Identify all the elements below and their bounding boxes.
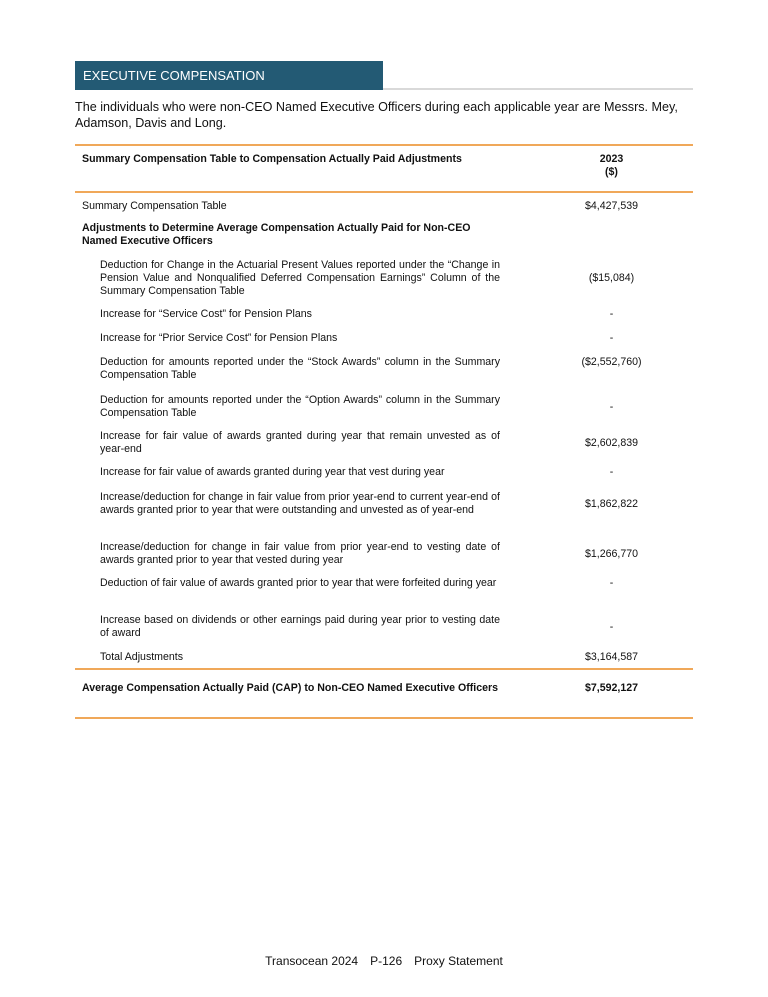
row-label: Average Compensation Actually Paid (CAP) to Non-CEO Named Executive Officers xyxy=(82,682,498,694)
table-row xyxy=(75,308,693,321)
table-row xyxy=(75,332,693,345)
row-value: $2,602,839 xyxy=(584,436,639,449)
row-value: - xyxy=(609,400,614,413)
divider xyxy=(75,668,693,670)
footer-doc-title: Proxy Statement xyxy=(414,954,503,968)
row-value: ($2,552,760) xyxy=(581,356,642,368)
table-row xyxy=(75,430,693,456)
table-row xyxy=(75,491,693,517)
row-value: ($15,084) xyxy=(588,272,635,284)
footer-company: Transocean 2024 xyxy=(265,954,359,968)
row-value: - xyxy=(609,308,614,320)
row-label: Increase based on dividends or other earnings paid during year prior to vesting date of award xyxy=(100,614,500,639)
row-label: Summary Compensation Table xyxy=(82,200,227,212)
table-row-cap-total xyxy=(75,682,693,695)
row-value: $1,862,822 xyxy=(584,497,639,510)
row-value: - xyxy=(609,620,614,633)
row-value: - xyxy=(609,332,614,344)
intro-paragraph: The individuals who were non-CEO Named Executive Officers during each applicable year are Messrs. Mey, Adamson, Davis and Long. xyxy=(75,100,678,130)
row-value: $7,592,127 xyxy=(584,682,639,694)
table-row xyxy=(75,466,693,479)
divider xyxy=(383,88,693,90)
table-row-total-adjustments xyxy=(75,651,693,664)
row-label: Deduction for Change in the Actuarial Present Values reported under the “Change in Pension Value and Nonqualified Deferred Compensation Earnings” Column of the Summary Compensation Table xyxy=(100,259,500,297)
header-year: 2023 xyxy=(599,153,624,165)
table-row xyxy=(75,541,693,567)
footer-page-number: P-126 xyxy=(370,954,403,968)
row-label: Increase for “Service Cost” for Pension Plans xyxy=(100,308,312,320)
page-footer xyxy=(0,954,768,968)
row-value: $3,164,587 xyxy=(584,651,639,663)
row-label: Deduction for amounts reported under the “Stock Awards” column in the Summary Compensation Table xyxy=(100,356,500,381)
table-row xyxy=(75,577,693,590)
table-row xyxy=(75,614,693,640)
row-label: Deduction for amounts reported under the “Option Awards” column in the Summary Compensation Table xyxy=(100,394,500,419)
row-label: Increase for fair value of awards granted during year that vest during year xyxy=(100,466,445,478)
row-label: Total Adjustments xyxy=(100,651,184,663)
divider xyxy=(75,717,693,719)
table-row xyxy=(75,200,693,213)
row-label: Increase/deduction for change in fair value from prior year-end to current year-end of awards granted prior to year that were outstanding and unvested as of year-end xyxy=(100,491,500,516)
header-year-col xyxy=(500,153,693,179)
header-label: Summary Compensation Table to Compensation Actually Paid Adjustments xyxy=(82,153,462,165)
row-label: Increase for fair value of awards granted during year that remain unvested as of year-end xyxy=(100,430,500,455)
divider xyxy=(75,144,693,146)
row-value: $1,266,770 xyxy=(584,547,639,560)
row-label: Increase for “Prior Service Cost” for Pension Plans xyxy=(100,332,338,344)
table-row xyxy=(75,222,693,248)
table-header xyxy=(75,153,693,179)
row-value: $4,427,539 xyxy=(584,200,639,212)
row-value: - xyxy=(609,577,614,589)
section-title: EXECUTIVE COMPENSATION xyxy=(75,61,383,90)
table-row xyxy=(75,394,693,420)
row-value: - xyxy=(609,466,614,478)
row-label: Increase/deduction for change in fair value from prior year-end to vesting date of awards granted prior to year that vested during year xyxy=(100,541,500,566)
row-label: Deduction of fair value of awards granted prior to year that were forfeited during year xyxy=(100,577,497,589)
table-row xyxy=(75,259,693,298)
divider xyxy=(75,191,693,193)
row-label: Adjustments to Determine Average Compensation Actually Paid for Non-CEO Named Executive Officers xyxy=(82,222,471,247)
header-unit: ($) xyxy=(605,166,618,178)
table-row xyxy=(75,356,693,382)
